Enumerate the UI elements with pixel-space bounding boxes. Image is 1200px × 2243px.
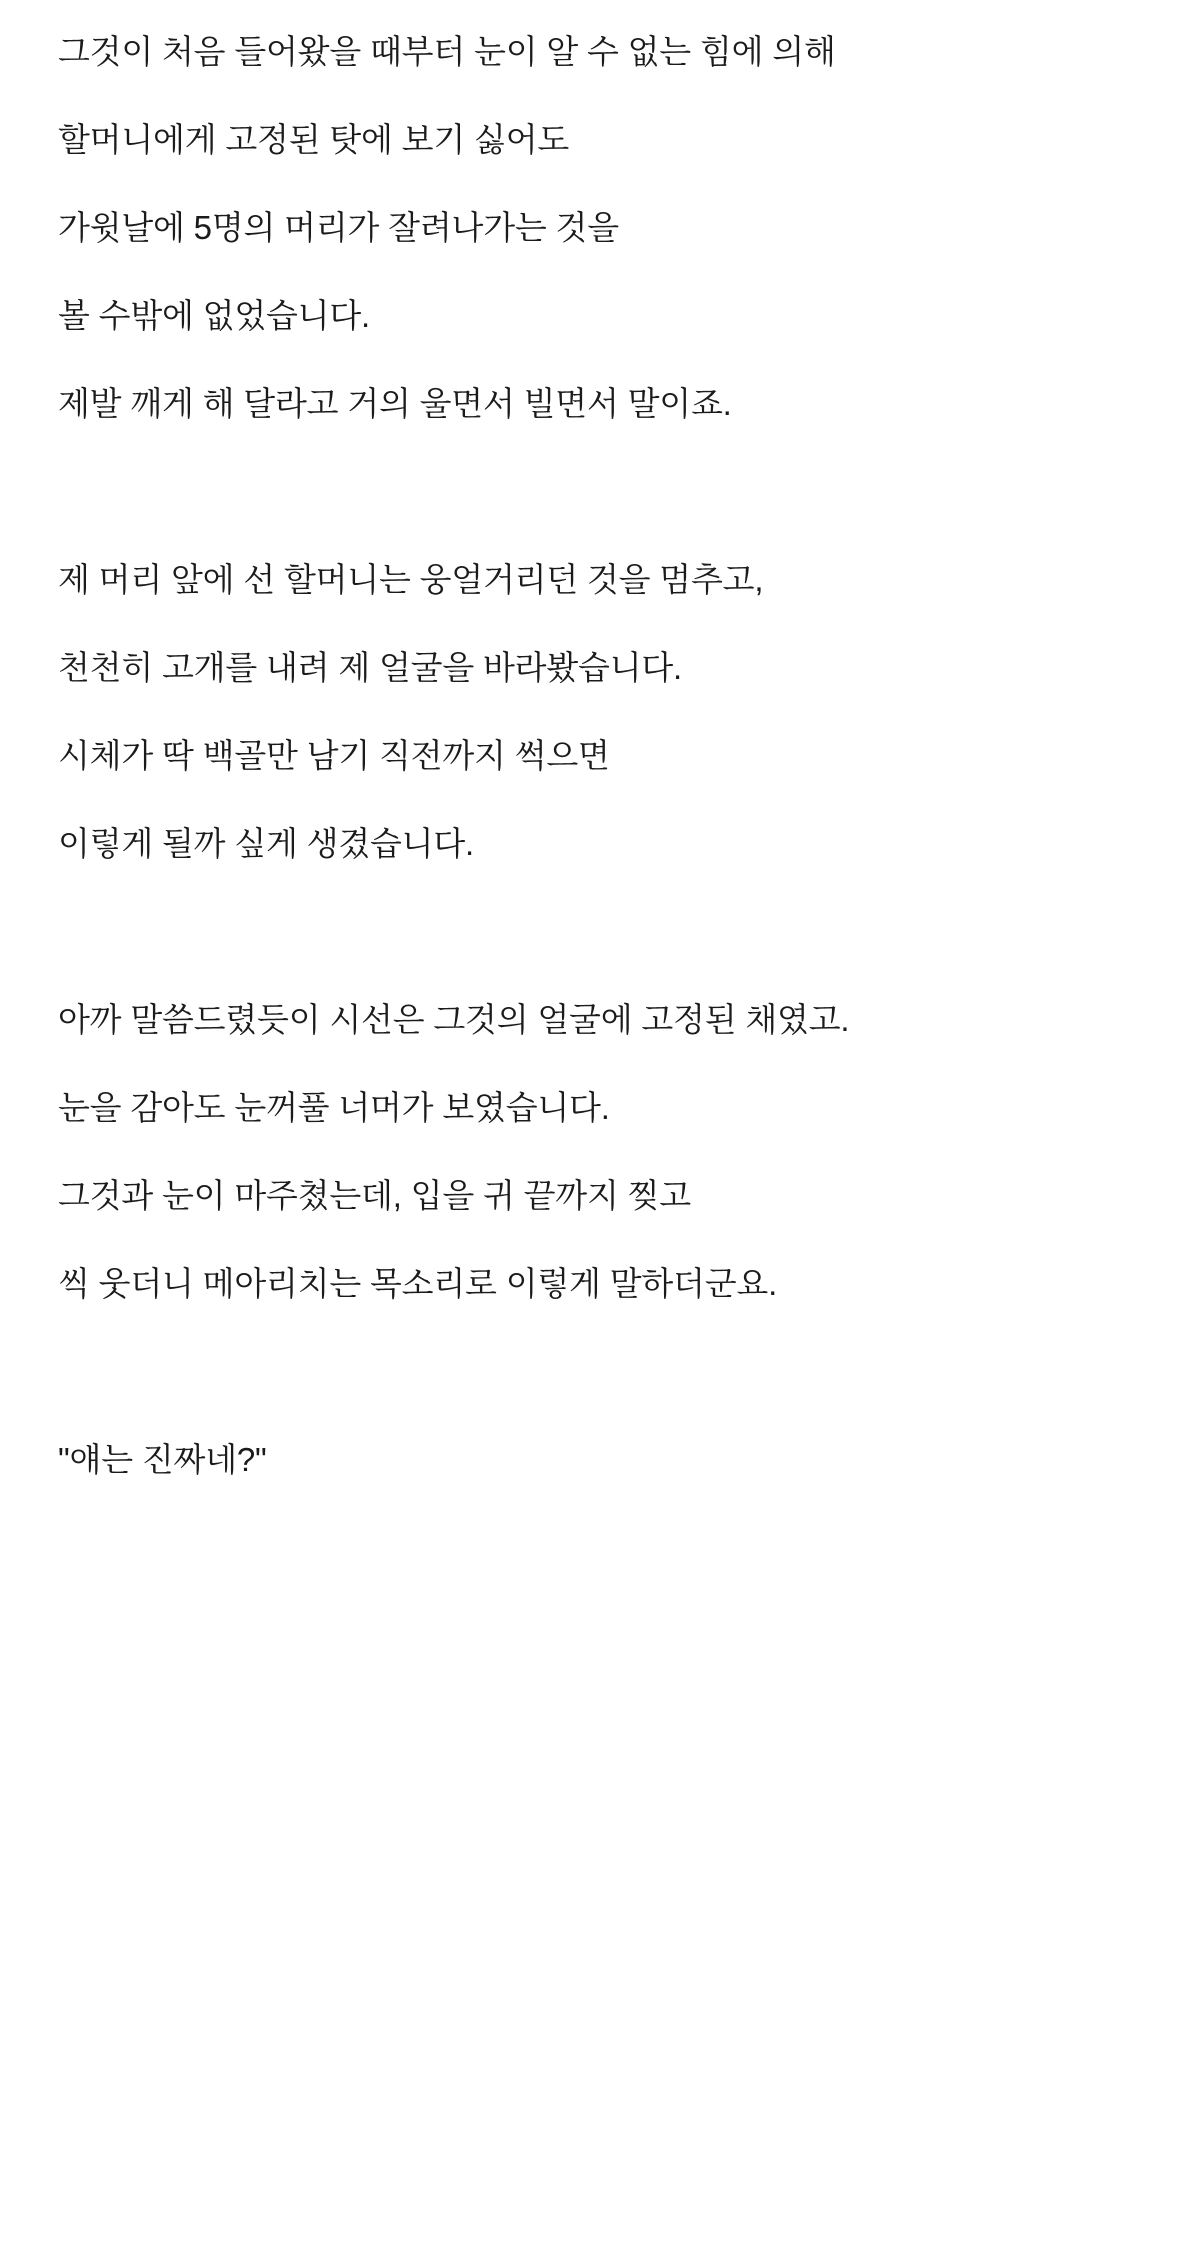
text-line: 천천히 고개를 내려 제 얼굴을 바라봤습니다. bbox=[58, 649, 683, 686]
text-line: 가윗날에 5명의 머리가 잘려나가는 것을 bbox=[58, 209, 619, 246]
story-body bbox=[58, 0, 1142, 1504]
paragraph-2 bbox=[58, 536, 1142, 888]
text-line: 이렇게 될까 싶게 생겼습니다. bbox=[58, 825, 475, 862]
paragraph-gap bbox=[58, 1328, 1142, 1416]
text-line: "얘는 진짜네?" bbox=[58, 1441, 267, 1478]
text-line: 할머니에게 고정된 탓에 보기 싫어도 bbox=[58, 121, 570, 158]
paragraph-gap bbox=[58, 888, 1142, 976]
text-line: 아까 말씀드렸듯이 시선은 그것의 얼굴에 고정된 채였고. bbox=[58, 1001, 850, 1038]
paragraph-4 bbox=[58, 1416, 1142, 1504]
paragraph-3 bbox=[58, 976, 1142, 1328]
paragraph-gap bbox=[58, 448, 1142, 536]
text-line: 제 머리 앞에 선 할머니는 웅얼거리던 것을 멈추고, bbox=[58, 561, 764, 598]
text-line: 그것과 눈이 마주쳤는데, 입을 귀 끝까지 찢고 bbox=[58, 1177, 691, 1214]
text-line: 그것이 처음 들어왔을 때부터 눈이 알 수 없는 힘에 의해 bbox=[58, 33, 836, 70]
text-line: 제발 깨게 해 달라고 거의 울면서 빌면서 말이죠. bbox=[58, 385, 732, 422]
text-line: 시체가 딱 백골만 남기 직전까지 썩으면 bbox=[58, 737, 610, 774]
text-line: 눈을 감아도 눈꺼풀 너머가 보였습니다. bbox=[58, 1089, 610, 1126]
text-line: 씩 웃더니 메아리치는 목소리로 이렇게 말하더군요. bbox=[58, 1265, 778, 1302]
text-line: 볼 수밖에 없었습니다. bbox=[58, 297, 371, 334]
paragraph-1 bbox=[58, 8, 1142, 448]
